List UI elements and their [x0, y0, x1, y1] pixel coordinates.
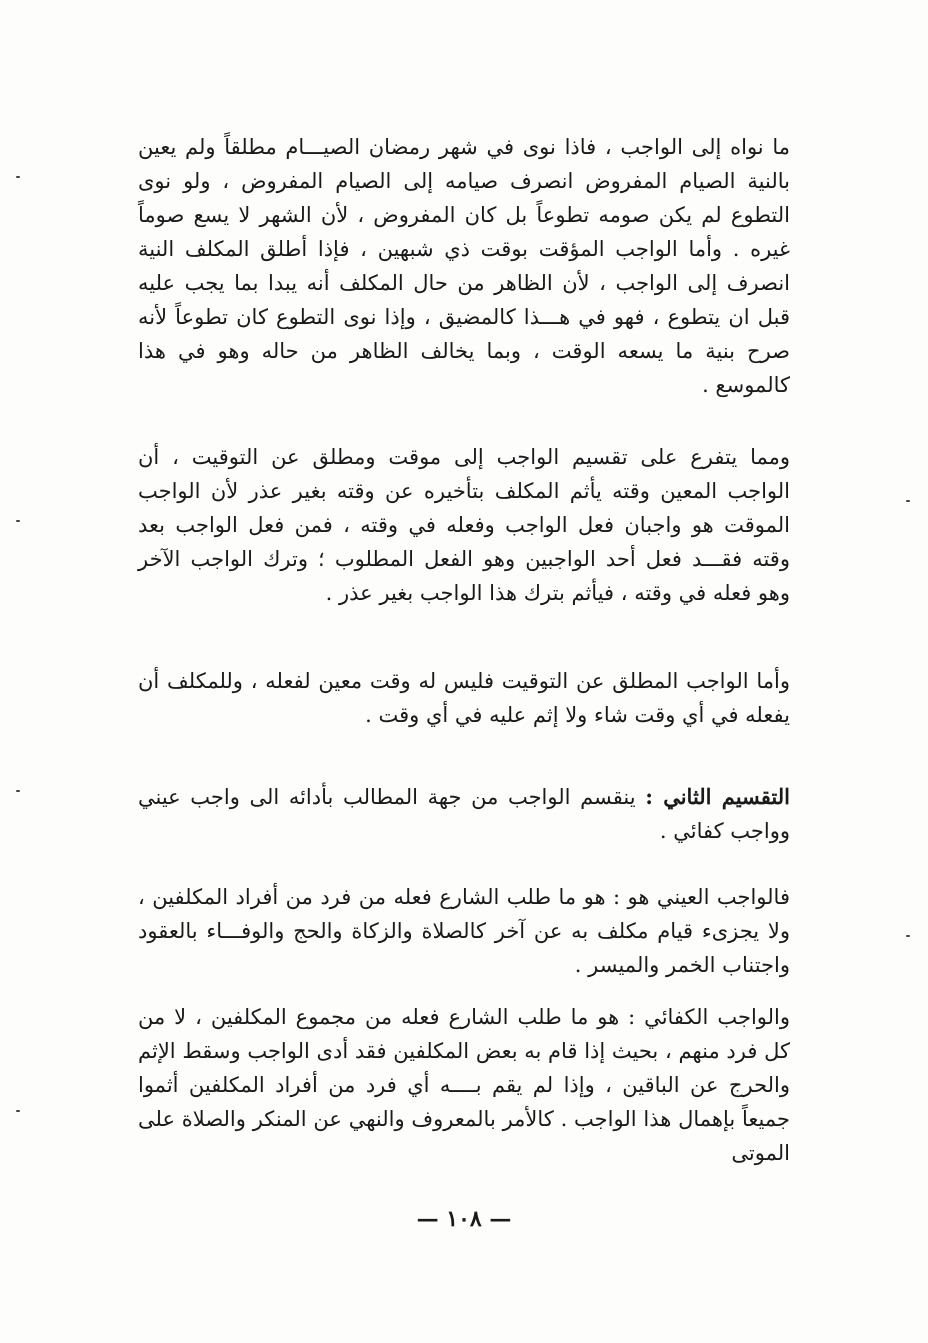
- scan-speck: [906, 500, 910, 502]
- scan-speck: [16, 176, 20, 178]
- page-number: — ١٠٨ —: [416, 1206, 512, 1232]
- paragraph-2: [138, 440, 790, 610]
- scan-speck: [16, 520, 20, 522]
- paragraph-1: [138, 130, 790, 402]
- scan-speck: [16, 1110, 20, 1112]
- paragraph-2-text: ومما يتفرع على تقسيم الواجب إلى موقت ومطلق عن التوقيت ، أن الواجب المعين وقته يأثم المكلف بتأخيره عن وقته بغير عذر لأن الواجب الموقت هو واجبان فعل الواجب وفعله في وقته ، فمن فعل الواجب بعد وقته فقـــد فعل أحد الواجبين وهو الفعل المطلوب ؛ وترك الواجب الآخر وهو فعله في وقته ، فيأثم بترك هذا الواجب بغير عذر .: [138, 445, 790, 606]
- paragraph-3: [138, 664, 790, 732]
- paragraph-6: [138, 1000, 790, 1170]
- paragraph-3-text: وأما الواجب المطلق عن التوقيت فليس له وقت معين لفعله ، وللمكلف أن يفعله في أي وقت شاء ولا إثم عليه في أي وقت .: [138, 669, 790, 728]
- section-heading: التقسيم الثاني :: [645, 784, 790, 809]
- paragraph-6-text: والواجب الكفائي : هو ما طلب الشارع فعله من مجموع المكلفين ، لا من كل فرد منهم ، بحيث إذا قام به بعض المكلفين فقد أدى الواجب وسقط الإثم والحرج عن الباقين ، وإذا لم يقم بــــه أي فرد من أفراد المكلفين أثموا جميعاً بإهمال هذا الواجب . كالأمر بالمعروف والنهي عن المنكر والصلاة على الموتى: [138, 1005, 790, 1166]
- paragraph-5-text: فالواجب العيني هو : هو ما طلب الشارع فعله من فرد من أفراد المكلفين ، ولا يجزىء قيام مكلف به عن آخر كالصلاة والزكاة والحج والوفـــاء بالعقود واجتناب الخمر والميسر .: [138, 885, 790, 978]
- scan-speck: [906, 935, 910, 937]
- paragraph-5: [138, 880, 790, 982]
- scan-speck: [16, 790, 20, 792]
- paragraph-4-body: [138, 780, 790, 848]
- paragraph-1-text: ما نواه إلى الواجب ، فاذا نوى في شهر رمضان الصيـــام مطلقاً ولم يعين بالنية الصيام المفروض انصرف صيامه إلى الصيام المفروض ، ولو نوى التطوع لم يكن صومه تطوعاً بل كان المفروض ، لأن الشهر لا يسع صوماً غيره . وأما الواجب المؤقت بوقت ذي شبهين ، فإذا أطلق المكلف النية انصرف إلى الواجب ، لأن الظاهر من حال المكلف أنه يبدا بما يجب عليه قبل ان يتطوع ، فهو في هـــذا كالمضيق ، وإذا نوى التطوع كان تطوعاً لأنه صرح بنية ما يسعه الوقت ، وبما يخالف الظاهر من حاله وهو في هذا كالموسع .: [138, 135, 790, 398]
- paragraph-4: [138, 780, 790, 848]
- paragraph-4-text: ينقسم الواجب من جهة المطالب بأدائه الى واجب عيني وواجب كفائي .: [138, 785, 790, 844]
